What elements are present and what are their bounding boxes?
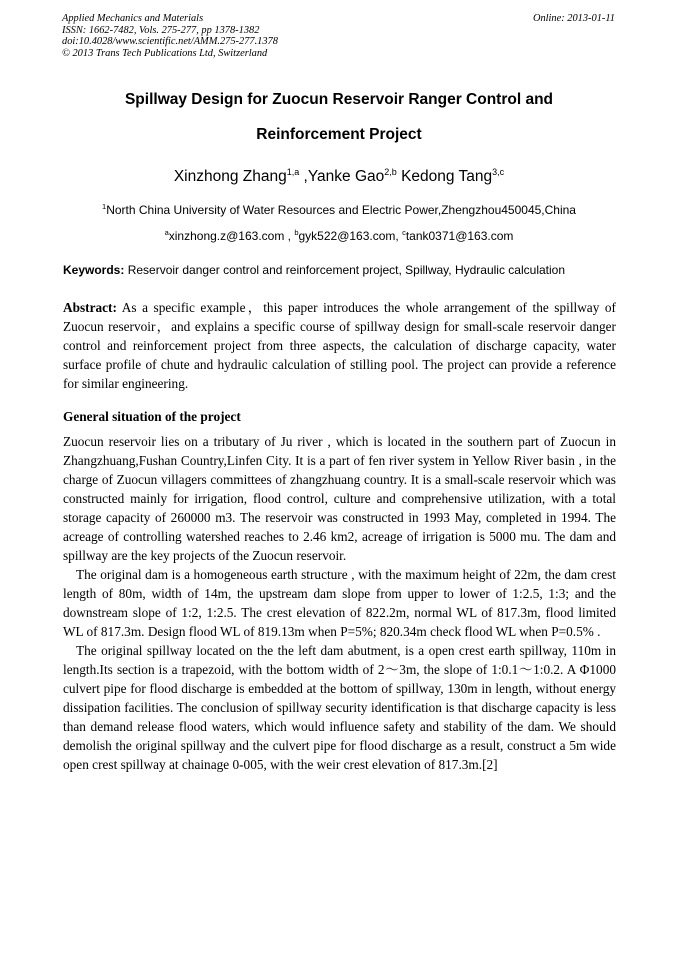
author-name: Xinzhong Zhang [173, 168, 287, 185]
email-mark: b [294, 228, 299, 237]
online-date: Online: 2013-01-11 [532, 13, 615, 24]
section-heading: General situation of the project [63, 409, 241, 424]
author-name: ,Yanke Gao [299, 168, 385, 185]
paper-title-line-2: Reinforcement Project [256, 126, 422, 143]
body-paragraph: The original dam is a homogeneous earth structure , with the maximum height of 22m, the dam crest length of 80m, width of 14m, the upstream dam slope from upper to lower of 1:2.5, 1:3; and the downstream slope of 1:2, 1:2.5. The crest elevation of 822.2m, normal WL of 817.3m, flood limited WL of 817.3m. Design flood WL of 819.13m when P=5%; 820.34m check flood WL when P=0.5% . [63, 567, 616, 639]
paper-title-line-1: Spillway Design for Zuocun Reservoir Ranger Control and [124, 91, 554, 108]
author-name: Kedong Tang [396, 168, 493, 185]
email-list [40, 229, 638, 243]
author-affiliation-mark: 3,c [492, 167, 505, 177]
section-body [63, 432, 616, 774]
email-address: tank0371@163.com [405, 229, 514, 243]
keywords-label: Keywords: [63, 263, 125, 277]
email-address: xinzhong.z@163.com , [168, 229, 295, 243]
keywords-text: Reservoir danger control and reinforcement project, Spillway, Hydraulic calculation [124, 263, 566, 277]
affiliation-mark: 1 [102, 202, 107, 211]
journal-header [62, 13, 278, 59]
copyright-line: © 2013 Trans Tech Publications Ltd, Switzerland [62, 47, 268, 59]
author-affiliation-mark: 2,b [384, 167, 397, 177]
abstract-text: As a specific example，this paper introduces the whole arrangement of the spillway of Zuocun reservoir，and explains a specific course of spillway design for small-scale reservoir danger control and reinforcement project from three aspects, the calculation of discharge capacity, water surface profile of chute and hydraulic calculation of stilling pool. The project can provide a reference for similar engineering. [63, 300, 616, 391]
journal-name: Applied Mechanics and Materials [62, 13, 204, 24]
issn-line: ISSN: 1662-7482, Vols. 275-277, pp 1378-1382 [62, 24, 260, 36]
abstract-label: Abstract: [63, 300, 117, 315]
author-affiliation-mark: 1,a [286, 167, 300, 177]
email-address: gyk522@163.com, [298, 229, 403, 243]
body-paragraph: Zuocun reservoir lies on a tributary of Ju river , which is located in the southern part of Zuocun in Zhangzhuang,Fushan Country,Linfen City. It is a part of fen river system in Yellow River basin , in the charge of Zuocun villagers committees of zhangzhuang country. It is a small-scale reservoir which was constructed mainly for irrigation, flood control, culture and comprehensive utilization, with a total storage capacity of 260000 m3. The reservoir was constructed in 1993 May, completed in 1994. The acreage of controlling watershed reaches to 2.46 km2, acreage of irrigation is 5000 mu. The dam and spillway are the key projects of the Zuocun reservoir. [63, 434, 616, 563]
affiliation [40, 203, 638, 217]
body-paragraph: The original spillway located on the the left dam abutment, is a open crest earth spillway, 110m in length.Its section is a trapezoid, with the bottom width of 2～3m, the slope of 1:0.1～1:0.2. A Φ1000 culvert pipe for flood discharge is embedded at the bottom of spillway, 130m in length, without energy dissipation facilities. The conclusion of spillway security identification is that discharge capacity is less than demand release flood waters, which would influence safety and stability of the dam. We should demolish the original spillway and the culvert pipe for flood discharge as a result, construct a 5m wide open crest spillway at chainage 0-005, with the weir crest elevation of 817.3m.[2] [63, 643, 616, 772]
author-list [40, 168, 638, 186]
keywords [63, 263, 616, 277]
email-mark: c [402, 228, 406, 237]
doi-line: doi:10.4028/www.scientific.net/AMM.275-277.1378 [62, 36, 278, 48]
abstract [63, 298, 616, 393]
email-mark: a [164, 228, 169, 237]
affiliation-text: North China University of Water Resources and Electric Power,Zhengzhou450045,China [106, 203, 576, 217]
